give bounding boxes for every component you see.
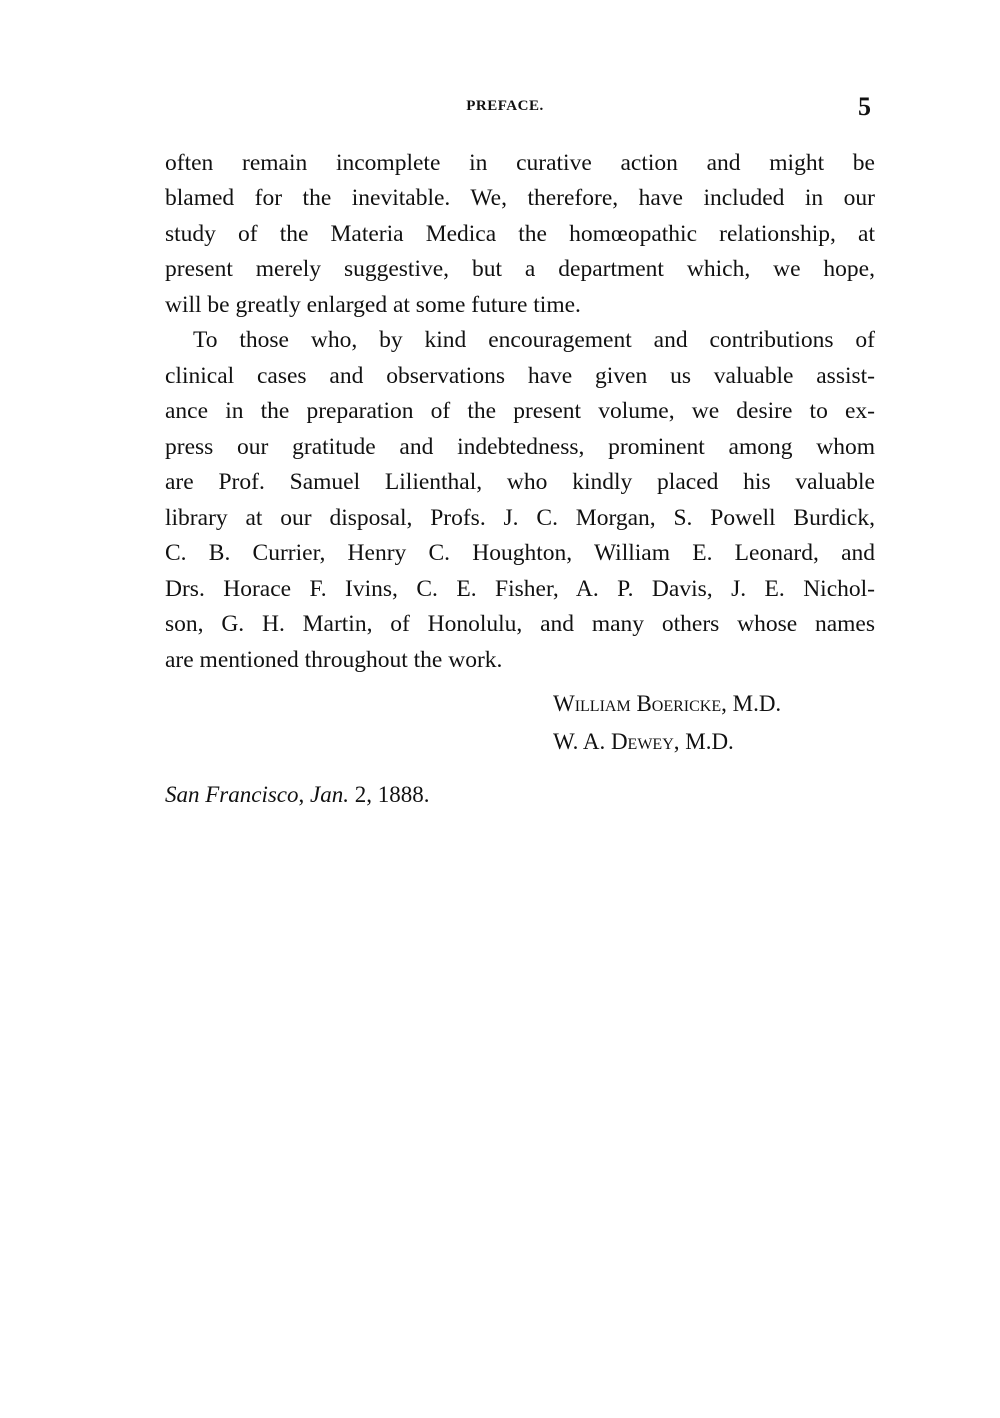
text-line: are mentioned throughout the work.	[165, 647, 503, 673]
dateline-month: Jan.	[310, 782, 349, 807]
running-header: PREFACE.	[466, 98, 544, 114]
text-line: present merely suggestive, but a department which, we hope,	[165, 256, 875, 282]
text-line: often remain incomplete in curative action and might be	[165, 150, 875, 176]
text-line: library at our disposal, Profs. J. C. Morgan, S. Powell Burdick,	[165, 505, 875, 531]
text-line: clinical cases and observations have given us valuable assist-	[165, 363, 875, 389]
text-line: Drs. Horace F. Ivins, C. E. Fisher, A. P. Davis, J. E. Nichol-	[165, 576, 875, 602]
text-line: ance in the preparation of the present volume, we desire to ex-	[165, 398, 875, 424]
text-line: are Prof. Samuel Lilienthal, who kindly placed his valuable	[165, 469, 875, 495]
text-line: study of the Materia Medica the homœopathic relationship, at	[165, 221, 875, 247]
text-line: press our gratitude and indebtedness, prominent among whom	[165, 434, 875, 460]
text-line: will be greatly enlarged at some future time.	[165, 292, 581, 318]
dateline-day-year: 2, 1888.	[348, 782, 430, 807]
text-line: blamed for the inevitable. We, therefore, have included in our	[165, 185, 875, 211]
text-line: To those who, by kind encouragement and contributions of	[193, 327, 875, 353]
page-number: 5	[858, 92, 871, 121]
dateline	[165, 780, 429, 810]
text-line: son, G. H. Martin, of Honolulu, and many others whose names	[165, 611, 875, 637]
signature-boericke: William Boericke, M.D.	[553, 691, 782, 716]
signature-dewey: W. A. Dewey, M.D.	[553, 729, 734, 754]
text-line: C. B. Currier, Henry C. Houghton, William E. Leonard, and	[165, 540, 875, 566]
dateline-comma: ,	[298, 782, 311, 807]
dateline-place: San Francisco	[165, 782, 299, 807]
